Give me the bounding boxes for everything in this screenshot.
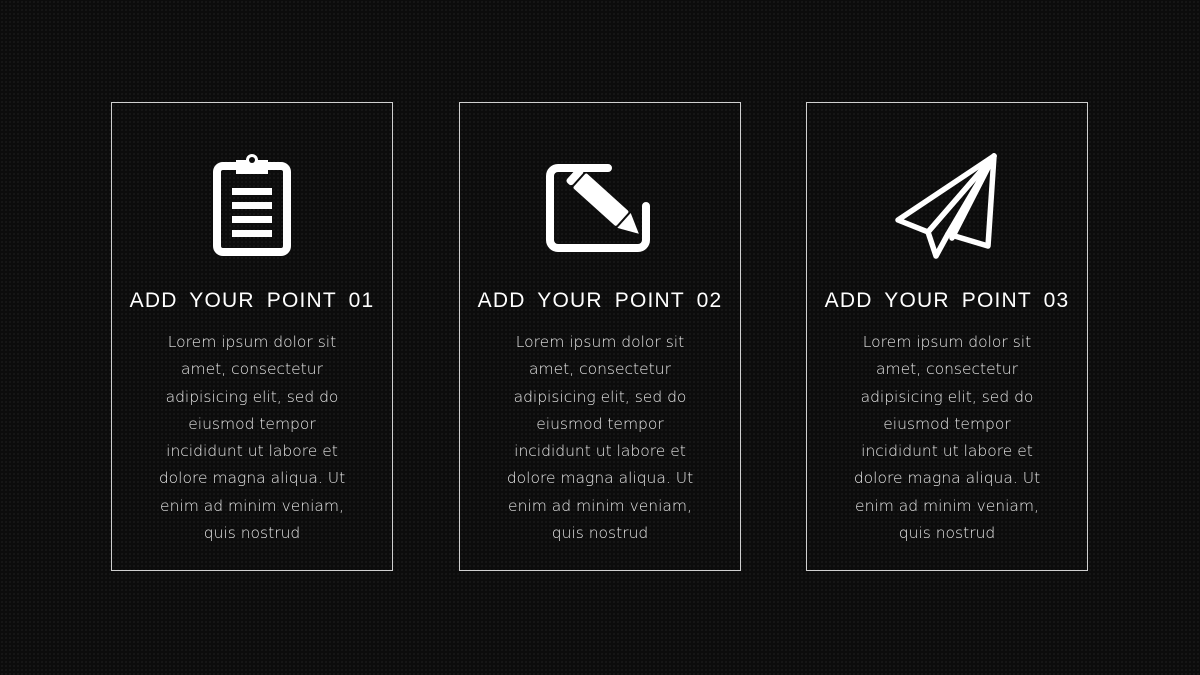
point-card-3 <box>806 102 1088 571</box>
clipboard-icon <box>197 151 307 261</box>
point-card-2 <box>459 102 741 571</box>
paper-plane-icon <box>892 151 1002 261</box>
card-title: ADD YOUR POINT 03 <box>824 289 1070 312</box>
point-card-1 <box>111 102 393 571</box>
card-title: ADD YOUR POINT 01 <box>129 289 375 312</box>
card-body: Lorem ipsum dolor sit amet, consectetur adipisicing elit, sed do eiusmod tempor incididunt ut labore et dolore magna aliqua. Ut enim ad minim veniam, quis nostrud <box>506 333 694 543</box>
card-body: Lorem ipsum dolor sit amet, consectetur adipisicing elit, sed do eiusmod tempor incididunt ut labore et dolore magna aliqua. Ut enim ad minim veniam, quis nostrud <box>853 333 1041 543</box>
edit-pencil-icon <box>545 151 655 261</box>
card-body: Lorem ipsum dolor sit amet, consectetur adipisicing elit, sed do eiusmod tempor incididunt ut labore et dolore magna aliqua. Ut enim ad minim veniam, quis nostrud <box>158 333 346 543</box>
card-title: ADD YOUR POINT 02 <box>477 289 723 312</box>
